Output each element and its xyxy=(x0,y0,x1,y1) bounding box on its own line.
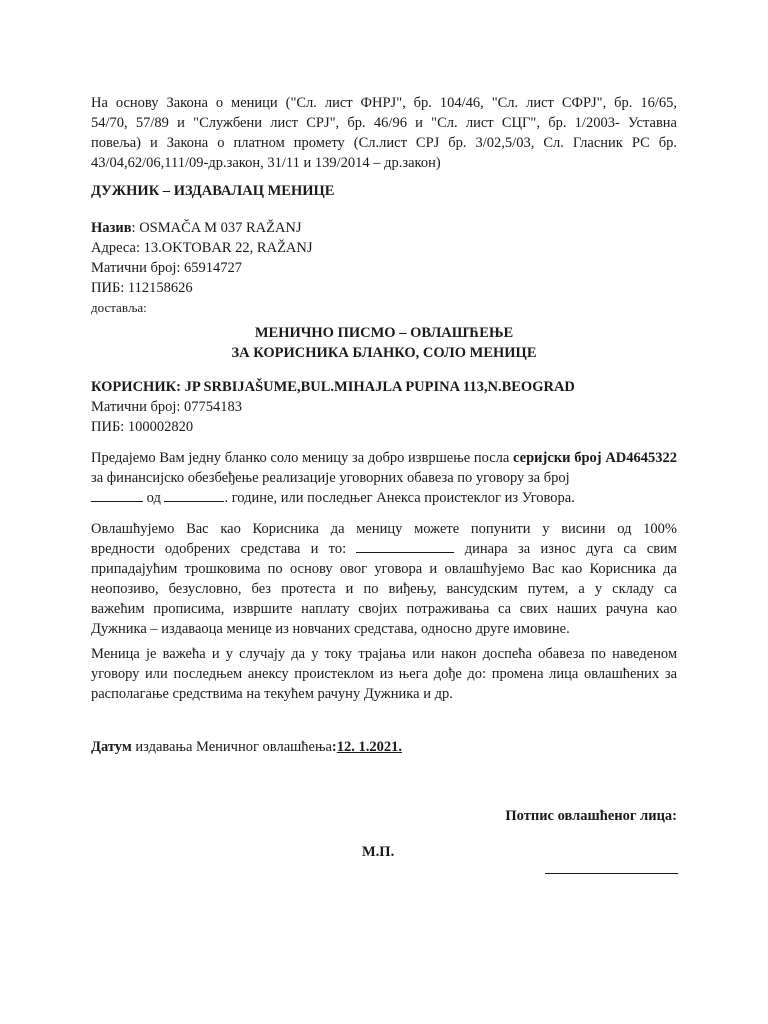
legal-basis-line-4: 43/04,62/06,111/09-др.закон, 31/11 и 139/2014 – др.закон) xyxy=(91,155,441,171)
amount-blank xyxy=(356,539,454,553)
beneficiary-heading: КОРИСНИК: JP SRBIJAŠUME,BUL.MIHAJLA PUPINA 113,N.BEOGRAD xyxy=(91,379,575,395)
title-line-2: ЗА КОРИСНИКА БЛАНКО, СОЛО МЕНИЦЕ xyxy=(231,345,537,361)
signature-label: Потпис овлашћеног лица: xyxy=(505,808,677,824)
paragraph2-line-2a: вредности одобрених средстава и то: xyxy=(91,541,357,557)
title-line-1: МЕНИЧНО ПИСМО – ОВЛАШЋЕЊЕ xyxy=(254,325,514,341)
debtor-tax-id: ПИБ: 112158626 xyxy=(91,280,193,296)
issue-date-value: 12. 1.2021. xyxy=(336,739,402,755)
issue-date-label: Датум xyxy=(91,739,132,755)
legal-basis-paragraph xyxy=(91,93,677,173)
paragraph3-line-1: Меница је важећа и у случају да у току трајања или након доспећа обавеза по наведеном xyxy=(91,646,677,662)
issue-date-line xyxy=(91,737,677,757)
paragraph1-part1: Предајемо Вам једну бланко соло меницу за добро извршење посла xyxy=(91,450,514,466)
paragraph-authorization xyxy=(91,519,677,639)
debtor-address: Адреса: 13.OKTOBAR 22, RAŽANJ xyxy=(91,240,313,256)
beneficiary-tax-id: ПИБ: 100002820 xyxy=(91,419,194,435)
debtor-reg-number: Матични број: 65914727 xyxy=(91,260,243,276)
paragraph-validity xyxy=(91,644,677,704)
paragraph2-line-6: Дужника – издаваоца менице из новчаних средстава, односно друге имовине. xyxy=(91,621,570,637)
debtor-heading: ДУЖНИК – ИЗДАВАЛАЦ МЕНИЦЕ xyxy=(91,183,335,199)
debtor-name-value: : OSMAČA M 037 RAŽANJ xyxy=(131,220,302,236)
legal-basis-line-2: 54/70, 57/89 и "Службени лист СРЈ", бр. 46/96 и "Сл. лист СЦГ", бр. 1/2003- Уставна xyxy=(91,115,677,131)
paragraph1-end: . године, или последњег Анекса проистеклог из Уговора. xyxy=(224,490,575,506)
paragraph2-line-1: Овлашћујемо Вас као Корисника да меницу можете попунити у висини од 100% xyxy=(91,521,677,537)
debtor-details xyxy=(91,218,677,318)
legal-basis-line-1: На основу Закона о меници ("Сл. лист ФНРЈ", бр. 104/46, "Сл. лист СФРЈ", бр. 16/65, xyxy=(91,95,677,111)
serial-number: AD4645322 xyxy=(605,450,678,466)
beneficiary-reg-number: Матични број: 07754183 xyxy=(91,399,243,415)
debtor-name-label: Назив xyxy=(91,220,132,236)
paragraph1-od: од xyxy=(143,490,165,506)
beneficiary-details xyxy=(91,377,677,437)
paragraph2-line-2 xyxy=(91,539,677,559)
paragraph1-part2: за финансијско обезбеђење реализације уговорних обавеза по уговору за број xyxy=(91,470,570,486)
signature-line xyxy=(545,873,678,874)
issue-date-text: издавања Меничног овлашћења xyxy=(131,739,332,755)
paragraph2-line-4: неопозиво, безусловно, без протеста и по виђењу, вансудским путем, а у складу са xyxy=(91,581,677,597)
contract-date-blank xyxy=(164,488,224,502)
serial-label: серијски број xyxy=(513,450,602,466)
paragraph3-line-3: располагање средствима на текућем рачуну Дужника и др. xyxy=(91,686,453,702)
contract-number-blank xyxy=(91,488,143,502)
paragraph2-line-3: припадајућим трошковима по основу овог уговора и овлашћујемо Вас као Корисника да xyxy=(91,561,677,577)
paragraph2-line-5: важећим прописима, извршите наплату својих потраживања са свих наших рачуна као xyxy=(91,601,677,617)
paragraph1-line3 xyxy=(91,488,677,508)
issue-date-row xyxy=(91,737,677,757)
issue-date-colon: : xyxy=(331,739,337,755)
paragraph2-line-2b: динара за износ дуга са свим xyxy=(454,541,677,557)
debtor-delivers: доставља: xyxy=(91,300,147,315)
debtor-name-row xyxy=(91,218,677,238)
paragraph3-line-2: уговору или последњем анексу проистеклом из њега дође до: промена лица овлашћених за xyxy=(91,666,677,682)
paragraph-handover xyxy=(91,448,677,508)
legal-basis-line-3: повеља) и Закона о платном промету (Сл.лист СРЈ бр. 3/02,5/03, Сл. Гласник РС бр. xyxy=(91,135,677,151)
stamp-label: М.П. xyxy=(362,844,395,860)
document-title xyxy=(91,323,677,363)
